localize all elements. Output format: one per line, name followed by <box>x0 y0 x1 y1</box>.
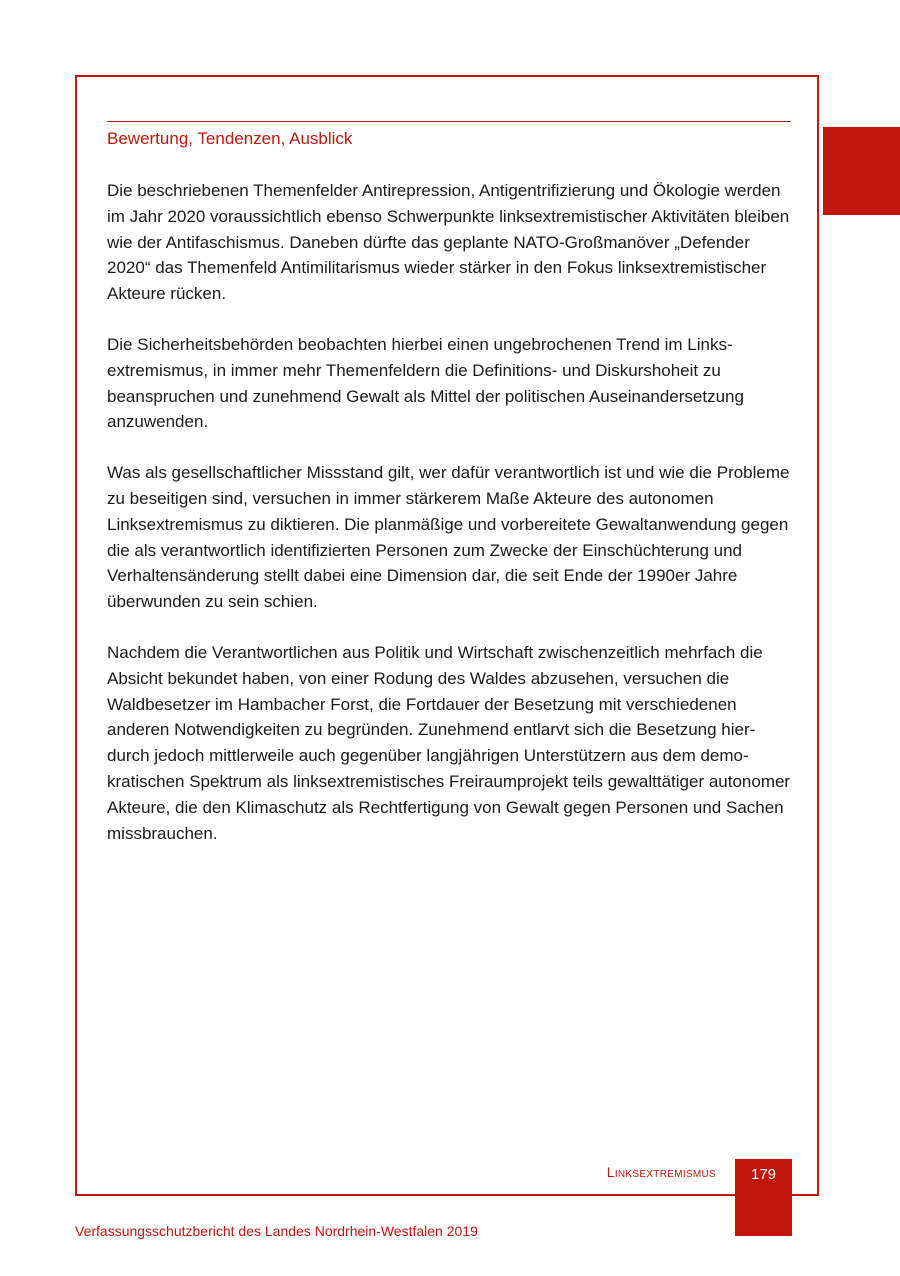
body-paragraph: Was als gesellschaftlicher Missstand gilt, wer dafür verantwortlich ist und wie die Probleme zu beseitigen sind, versuchen in immer stärkerem Maße Akteure des autonomen Linksextremismus zu diktieren. Die planmäßige und vorbereitete Gewaltanwendung gegen die als verantwortlich identifizierten Personen zum Zwecke der Einschüchterung und Verhaltensänderung stellt dabei eine Dimension dar, die seit Ende der 1990er Jahre überwunden zu sein schien. <box>107 463 790 612</box>
body-paragraph: Nachdem die Verantwortlichen aus Politik und Wirtschaft zwischenzeitlich mehrfach die Absicht bekundet haben, von einer Rodung des Waldes abzusehen, versuchen die Waldbesetzer im Hambacher Forst, die Fortdauer der Besetzung mit verschiedenen anderen Notwendigkeiten zu begründen. Zunehmend entlarvt sich die Besetzung hierdurch jedoch mittlerweile auch gegenüber langjährigen Unterstützern aus dem demokratischen Spektrum als linksextremistisches Freiraumprojekt teils gewalttätiger autonomer Akteure, die den Klimaschutz als Rechtfertigung von Gewalt gegen Personen und Sachen missbrauchen. <box>107 642 791 843</box>
page-content <box>107 121 791 846</box>
body-paragraph: Die beschriebenen Themenfelder Antirepression, Antigentrifizierung und Ökologie werden im Jahr 2020 voraussichtlich ebenso Schwerpunkte linksextremistischer Aktivitäten bleiben wie der Antifaschismus. Daneben dürfte das geplante NATO-Großmanöver „Defender 2020“ das Themenfeld Antimilitarismus wieder stärker in den Fokus linksextremistischer Akteure rücken. <box>107 181 790 304</box>
running-footer-title: Verfassungsschutzbericht des Landes Nordrhein-Westfalen 2019 <box>75 1223 478 1239</box>
heading-rule <box>107 121 791 122</box>
section-heading: Bewertung, Tendenzen, Ausblick <box>107 129 353 148</box>
body-paragraph: Die Sicherheitsbehörden beobachten hierbei einen ungebrochenen Trend im Linksextremismus, in immer mehr Themenfeldern die Definitions- und Diskurshoheit zu beanspruchen und zunehmend Gewalt als Mittel der politischen Auseinandersetzung anzuwenden. <box>107 334 744 432</box>
footer-section-title: Linksextremismus <box>606 1164 716 1180</box>
chapter-tab-marker <box>823 127 900 215</box>
page-number-box <box>735 1159 792 1236</box>
page-number: 179 <box>750 1166 777 1183</box>
